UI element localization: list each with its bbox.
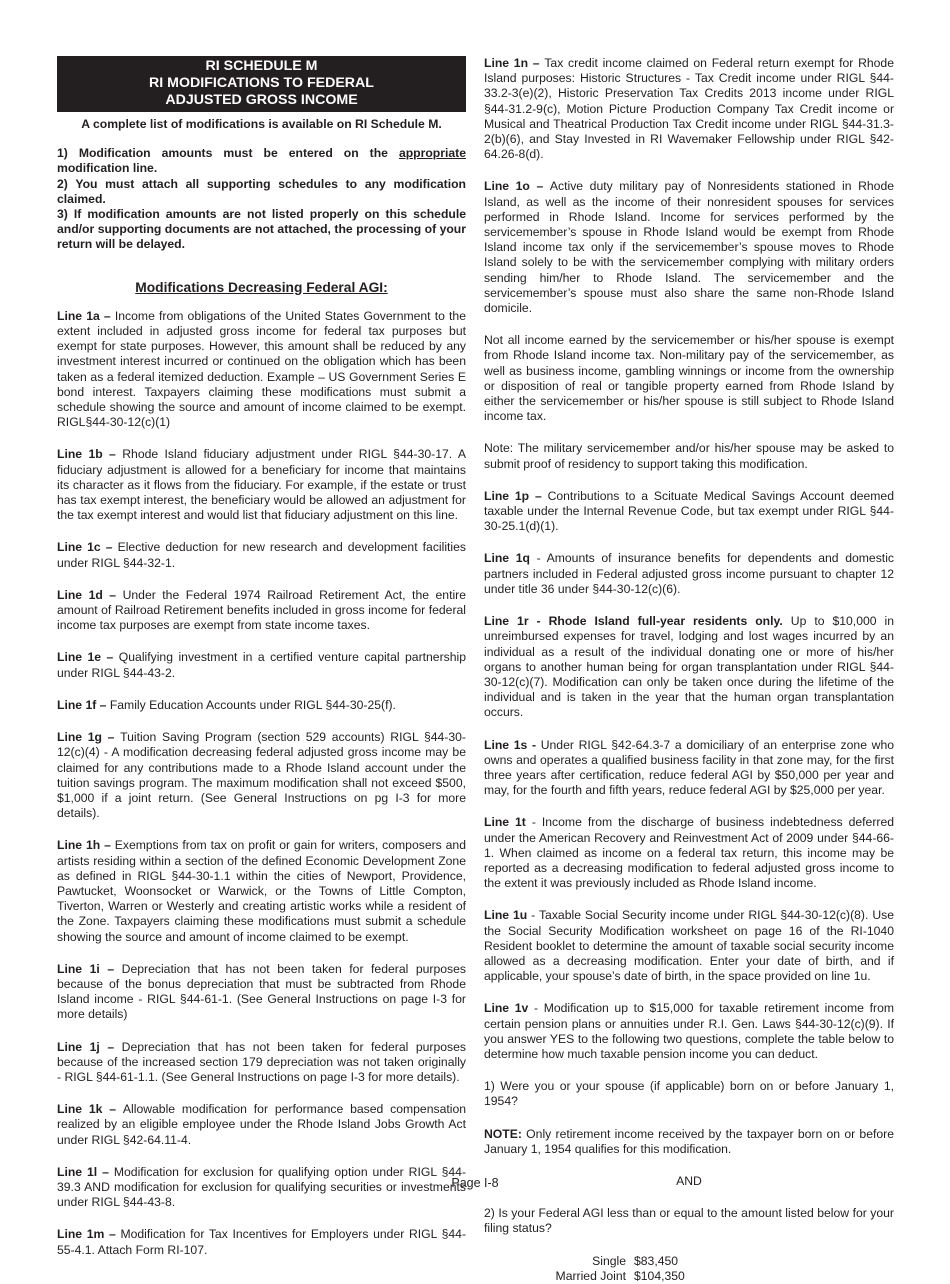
line-label: Line 1e – [57,650,119,665]
line-label: Line 1b – [57,447,123,462]
filing-status: Married Joint [555,1268,626,1283]
rule-1 [57,146,466,176]
and-text: AND [676,1173,702,1188]
header-line-3: ADJUSTED GROSS INCOME [165,92,358,108]
instruction-paragraph [484,1127,894,1157]
line-label: Line 1v [484,1001,529,1016]
line-text: Active duty military pay of Nonresidents stationed in Rhode Island, as well as the income of their nonresident spouses for services performed in Rhode Island. Income for services performed by the servicemember’s spouse in Rhode Island would be exempt from Rhode Island income tax only if the servicemember’s spouse moves to Rhode Island solely to be with the servicemember complying with military orders sending him/her to Rhode Island. The servicemember and the servicemember’s spouse must also share the same non-Rhode Island domicile. [484,179,894,316]
line-text: Up to $10,000 in unreimbursed expenses for travel, lodging and lost wages incurred by an individual as a result of the individual donating one or more of his/her organs to another human being for organ transplantation under RIGL §44-30-12(c)(7). Modification can only be taken once during the lifetime of the individual and is taken in the year that the human organ transplantation occurs. [484,614,894,720]
line-label: Line 1t [484,815,526,830]
instruction-paragraph [57,447,466,523]
line-text: Family Education Accounts under RIGL §44-30-25(f). [109,697,396,712]
line-text: Exemptions from tax on profit or gain for writers, composers and artists residing within a section of the defined Economic Development Zone as defined in RIGL §44-30-1.1 within the cities of Newport, Providence, Pawtucket, Woonsocket or Warwick, or the Towns of Little Compton, Tiverton, Warren or Westerly and creating artistic works while a resident of the Zone. Taxpayers claiming these modifications must submit a schedule showing the source and amount of income claimed to be exempt. [57,838,466,944]
line-label: Line 1l – [57,1164,114,1179]
line-text: Tuition Saving Program (section 529 accounts) RIGL §44-30-12(c)(4) - A modification decreasing federal adjusted gross income may be claimed for any contributions made to a Rhode Island account under the tuition savings program. The maximum modification shall not exceed $500, $1,000 if a joint return. (See General Instructions on pg I-3 for more details). [57,730,466,821]
line-label: Line 1u [484,908,528,923]
line-text: - Income from the discharge of business indebtedness deferred under the American Recovery and Reinvestment Act of 2009 under §44-66-1. When claimed as income on a federal tax return, this income may be reported as a decreasing modification to federal adjusted gross income to the extent it was previously included as Rhode Island income. [484,815,895,891]
instruction-paragraph [57,730,466,821]
line-label: Line 1f – [57,697,110,712]
line-text: Only retirement income received by the taxpayer born on or before January 1, 1954 qualifies for this modification. [484,1126,894,1156]
line-label: Line 1j – [57,1039,122,1054]
filing-row [554,1269,894,1284]
line-text: Under RIGL §42-64.3-7 a domiciliary of an enterprise zone who owns and operates a qualified business facility in that zone may, for the first three years after certification, reduce federal AGI by $50,000 per year and may, for the fourth and fifth years, reduce federal AGI by $25,000 per year. [484,737,895,798]
line-text: Under the Federal 1974 Railroad Retirement Act, the entire amount of Railroad Retirement benefits included in gross income for federal income tax purposes are exempt from state income taxes. [57,587,466,633]
line-text: - Amounts of insurance benefits for dependents and domestic partners included in Federal adjusted gross income pursuant to chapter 12 under title 36 under §44-30-12(c)(6). [484,551,894,596]
instruction-paragraph [57,838,466,944]
line-label: Line 1h – [57,838,115,853]
line-text: 1) Were you or your spouse (if applicable) born on or before January 1, 1954? [484,1079,894,1109]
agi-limit: $83,450 [634,1253,679,1268]
instruction-paragraph [484,179,894,316]
header-line-2: RI MODIFICATIONS TO FEDERAL [149,75,374,91]
rule-3: 3) If modification amounts are not listed properly on this schedule and/or supporting documents are not attached, the processing of your return will be delayed. [57,207,466,252]
instruction-paragraph [484,1079,894,1109]
instruction-paragraph [57,650,466,680]
line-label: Line 1n – [484,56,545,70]
page-number: Page I-8 [451,1176,499,1190]
line-label: Line 1k – [57,1102,123,1117]
instruction-paragraph [57,1040,466,1086]
line-label: Line 1q [484,551,530,566]
instruction-paragraph [484,489,894,535]
filing-status: Single [592,1253,626,1268]
rule-1-pre: 1) Modification amounts must be entered on the [57,146,399,161]
line-text: Not all income earned by the servicemember or his/her spouse is exempt from Rhode Island income tax. Non-military pay of the servicemember, as well as business income, gambling winnings or income from the ownership or disposition of real or tangible property earned from Rhode Island by either the servicemember or his/her spouse is still subject to Rhode Island income tax. [484,333,894,424]
subtitle: A complete list of modifications is available on RI Schedule M. [81,117,442,131]
instruction-paragraph [57,1102,466,1148]
question-2: 2) Is your Federal AGI less than or equal to the amount listed below for your filing status? [484,1206,894,1236]
line-text: Elective deduction for new research and development facilities under RIGL §44-32-1. [57,540,467,570]
instruction-paragraph [57,1227,466,1257]
instruction-paragraph [484,551,894,597]
rule-1-underlined: appropriate [398,146,466,161]
line-label: NOTE: [484,1126,522,1141]
instruction-paragraph [57,540,466,570]
line-label: Line 1p – [484,488,548,503]
line-text: - Modification up to $15,000 for taxable retirement income from certain pension plans or annuities under R.I. Gen. Laws §44-30-12(c)(9). If you answer YES to the following two questions, complete the table below to determine how much taxable pension income you can deduct. [484,1001,894,1061]
rule-2: 2) You must attach all supporting schedules to any modification claimed. [57,176,466,206]
line-label: Line 1c – [57,540,118,555]
line-label: Line 1r - Rhode Island full-year residents only. [484,614,783,629]
line-label: Line 1a – [57,308,115,323]
line-label: Line 1d – [57,587,123,602]
instruction-paragraph [484,1001,894,1062]
line-label: Line 1m – [57,1227,121,1242]
filing-row [554,1254,894,1269]
line-text: Income from obligations of the United States Government to the extent included in adjusted gross income for federal tax purposes but exempt for state purposes. However, this amount shall be reduced by any investment interest incurred or continued on the obligation which has been taken as a federal itemized deduction. Example – US Government Series E bond interest. Taxpayers claiming these modifications must submit a schedule showing the source and amount of income claimed to be exempt. RIGL§44-30-12(c)(1) [57,308,466,430]
instruction-paragraph [57,698,466,713]
right-column [484,56,894,1284]
line-text: - Taxable Social Security income under RIGL §44-30-12(c)(8). Use the Social Security Modification worksheet on page 16 of the RI-1040 Resident booklet to determine the amount of taxable social security income allowed as a decreasing modification. Enter your date of birth, and if applicable, your spouse’s date of birth, in the space provided on line 1u. [484,908,894,984]
line-text: Depreciation that has not been taken for federal purposes because of the bonus depreciation that must be subtracted from Rhode Island income - RIGL §44-61-1. (See General Instructions on page I-3 for more details) [57,961,467,1022]
line-text: Qualifying investment in a certified venture capital partnership under RIGL §44-43-2. [57,650,466,680]
instruction-paragraph [484,56,894,162]
instruction-paragraph [57,588,466,634]
instruction-paragraph [57,309,466,431]
rule-1-post: modification line. [57,161,158,176]
instruction-paragraph [484,441,894,471]
agi-limit: $104,350 [634,1268,685,1283]
line-text: Note: The military servicemember and/or his/her spouse may be asked to submit proof of residency to support taking this modification. [484,441,894,471]
instruction-paragraph [484,738,894,799]
left-line-list [57,309,466,1258]
line-label: Line 1o – [484,179,550,194]
instruction-paragraph [484,908,894,984]
line-label: Line 1g – [57,730,121,745]
filing-status-table [554,1254,894,1284]
instruction-paragraph [57,962,466,1023]
line-text: Depreciation that has not been taken for federal purposes because of the increased section 179 depreciation was not taken originally - RIGL §44-61-1.1. (See General Instructions on page I-3 for more details). [57,1039,467,1084]
line-text: Modification for Tax Incentives for Employers under RIGL §44-55-4.1. Attach Form RI-107. [57,1227,467,1257]
left-column [57,56,466,1275]
section-title: Modifications Decreasing Federal AGI: [135,279,388,295]
line-text: Tax credit income claimed on Federal return exempt for Rhode Island purposes: Historic Structures - Tax Credit income under RIGL §44-33.2-3(e)(2), Historic Preservation Tax Credits 2013 income under RIGL §44-31.2-9(c), Motion Picture Production Company Tax Credit income or Musical and Theatrical Production Tax Credit income under RIGL §44-31.3-2(b)(6), and Stay Invested in RI Wavemaker Fellowship under RIGL §42-64.26-8(d). [484,56,894,162]
line-text: Rhode Island fiduciary adjustment under RIGL §44-30-17. A fiduciary adjustment is allowed for a beneficiary for income that maintains its character as it flows from the fiduciary. For example, if the estate or trust has tax exempt interest, the beneficiary would be allowed an adjustment for the tax exempt interest and would list that fiduciary adjustment on this line. [57,447,466,523]
instruction-paragraph [484,333,894,424]
line-label: Line 1i – [57,961,122,976]
instruction-paragraph [484,815,894,891]
schedule-header [57,56,466,112]
line-label: Line 1s - [484,737,541,752]
right-line-list [484,56,894,1157]
header-line-1: RI SCHEDULE M [205,58,318,74]
line-text: Modification for exclusion for qualifying option under RIGL §44-39.3 AND modification for exclusion for qualifying securities or investments under RIGL §44-43-8. [57,1164,467,1210]
line-text: Contributions to a Scituate Medical Savings Account deemed taxable under the Internal Revenue Code, but tax exempt under RIGL §44-30-25.1(d)(1). [484,488,894,534]
instruction-paragraph [484,614,894,720]
line-text: Allowable modification for performance based compensation realized by an eligible employee under the Rhode Island Jobs Growth Act under RIGL §42-64.11-4. [57,1102,467,1147]
